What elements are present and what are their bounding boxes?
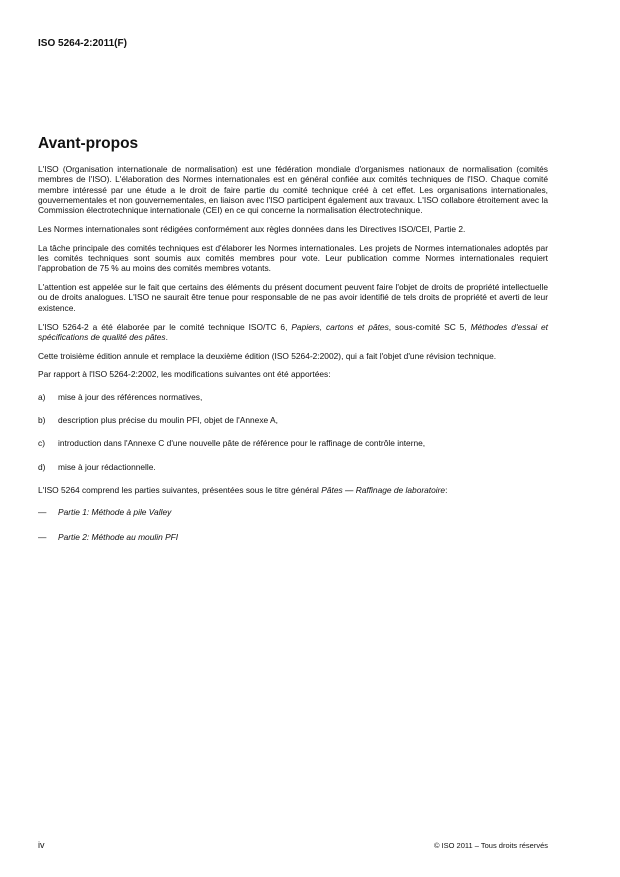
parts-intro-colon: :: [445, 484, 448, 495]
paragraph-iso-organisation: L'ISO (Organisation internationale de normalisation) est une fédération mondiale d'organismes nationaux de normalisation (comités membres de l'ISO). L'élaboration des Normes internationales est en général confiée aux comités techniques de l'ISO. Chaque comité membre intéressé par une étude a le droit de faire partie du comité technique créé à cet effet. Les organisations internationales, gouvernementales et non gouvernementales, en liaison avec l'ISO participent également aux travaux. L'ISO collabore étroitement avec la Commission électrotechnique internationale (CEI) en ce qui concerne la normalisation électrotechnique.: [38, 164, 548, 216]
subcommittee-title: Méthodes d'essai et spécifications de qualité des pâtes: [38, 321, 548, 342]
list-item: [38, 415, 548, 425]
paragraph-edition: Cette troisième édition annule et remplace la deuxième édition (ISO 5264-2:2002), qui a fait l'objet d'une révision technique.: [38, 350, 497, 361]
committee-title: Papiers, cartons et pâtes: [291, 321, 389, 332]
part-title: Partie 2: Méthode au moulin PFI: [58, 531, 179, 542]
part-list-item: [38, 532, 548, 542]
general-title: Pâtes — Raffinage de laboratoire: [321, 484, 446, 495]
dash-marker: —: [38, 531, 47, 542]
paragraph-prepared-by: [38, 322, 548, 343]
paragraph-parts-intro: [38, 485, 548, 495]
list-item-text: description plus précise du moulin PFI, objet de l'Annexe A,: [58, 415, 278, 426]
list-item-text: mise à jour rédactionnelle.: [58, 461, 156, 472]
paragraph-directives: Les Normes internationales sont rédigées conformément aux règles données dans les Directives ISO/CEI, Partie 2.: [38, 223, 466, 234]
section-title: Avant-propos: [38, 135, 139, 152]
prepared-by-text: L'ISO 5264-2 a été élaborée par le comité technique ISO/TC 6,: [38, 321, 292, 332]
dash-marker: —: [38, 507, 47, 518]
parts-intro-text: L'ISO 5264 comprend les parties suivantes, présentées sous le titre général: [38, 484, 322, 495]
foreword-section: [38, 135, 548, 556]
list-item: [38, 438, 548, 448]
list-item-label: c): [38, 438, 45, 449]
document-identifier: ISO 5264-2:2011(F): [38, 38, 127, 49]
list-item: [38, 392, 548, 402]
list-item-label: a): [38, 391, 46, 402]
list-item-label: d): [38, 461, 46, 472]
paragraph-changes-intro: Par rapport à l'ISO 5264-2:2002, les modifications suivantes ont été apportées:: [38, 369, 331, 380]
page-number: iv: [38, 840, 45, 850]
list-item-text: introduction dans l'Annexe C d'une nouvelle pâte de référence pour le raffinage de contrôle interne,: [58, 438, 426, 449]
paragraph-patent-rights: L'attention est appelée sur le fait que certains des éléments du présent document peuvent faire l'objet de droits de propriété intellectuelle ou de droits analogues. L'ISO ne saurait être tenue pour responsable de ne pas avoir identifié de tels droits de propriété et averti de leur existence.: [38, 282, 548, 313]
subcommittee-text: , sous-comité SC 5,: [388, 321, 471, 332]
paragraph-technical-committees: La tâche principale des comités techniques est d'élaborer les Normes internationales. Les projets de Normes internationales adoptés par les comités techniques sont soumis aux comités membres pour vote. Leur publication comme Normes internationales requiert l'approbation de 75 % au moins des comités membres votants.: [38, 242, 548, 274]
list-item: [38, 462, 548, 472]
part-title: Partie 1: Méthode à pile Valley: [58, 507, 172, 518]
copyright-notice: © ISO 2011 – Tous droits réservés: [433, 841, 548, 850]
list-item-label: b): [38, 415, 46, 426]
part-list-item: [38, 507, 548, 517]
sentence-end: .: [165, 331, 168, 342]
list-item-text: mise à jour des références normatives,: [58, 391, 203, 402]
